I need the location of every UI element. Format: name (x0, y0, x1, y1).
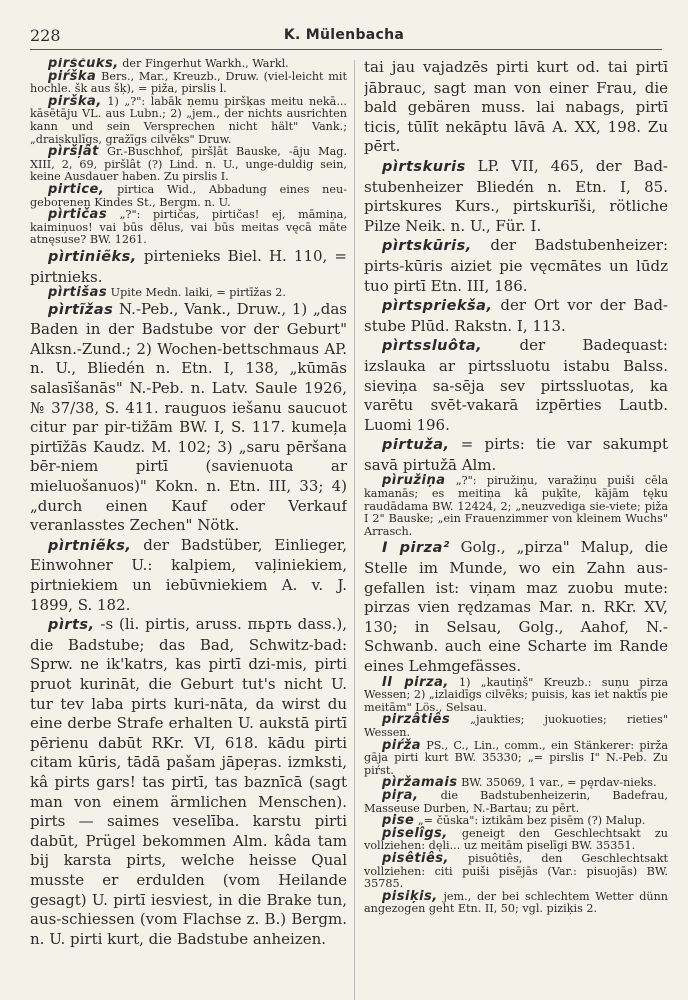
entry-headword: pirtice, (48, 181, 105, 197)
entry-headword: piŕška (48, 68, 97, 84)
entry-definition: der Badequast: izslauka ar pirtssluotu istabu Balss. sieviņa sa-sēja sev pirtssluotas, ka varētu svēt-vakarā izpērties Lautb. Luomi 196. (364, 336, 668, 434)
dictionary-entry (364, 296, 668, 336)
entry-definition: „?": piružiņu, varažiņu puiši cēla kamanās; es meitiņa kâ puķīte, kājām tęku raudādama BW. 12424, 2; „neuzvediga sie-viete; piža I 2" Bauske; „ein Frauenzimmer von kleinem Wuchs" Arrasch. (364, 474, 668, 538)
entry-headword: piŕža (382, 737, 422, 753)
dictionary-entry (364, 58, 668, 157)
dictionary-entry (364, 336, 668, 435)
entry-definition: Golg., „pirza" Malup, die Stelle im Munde, wo ein Zahn aus-gefallen ist: viņam maz zuobu mute: pirzas vien rędzamas Mar. n. RKr. XV, 130; in Selsau, Golg., Aahof, N.-Schwanb. auch eine Scharte im Rande eines Lehmgefässes. (364, 538, 668, 675)
entry-headword: I pirza² (382, 540, 450, 557)
entry-definition: N.-Peb., Vank., Druw., 1) „das Baden in der Badstube vor der Geburt" Alksn.-Zund.; 2) Wochen-bettschmaus AP. n. U., Bliedén n. Etn. I, 138, „kūmās salasīšanās" N.-Peb. n. Latv. Saule 1926, № 37/38, S. 411. rauguos iešanu saucuot citur par pir-tižām BW. I, S. 117. kumeļa pirtīžās Kaudz. M. 102; 3) „saru pēršana bēr-niem pirtī (savienuota ar mieluošanuos)" Kokn. n. Etn. III, 33; 4) „durch einen Kauf oder Verkauf veranlasstes Zechen" Nötk. (30, 299, 347, 535)
entry-headword: pìrtskuris (382, 158, 466, 175)
entry-headword: pirzâtiês (382, 712, 451, 728)
running-head: K. Mülenbacha (283, 27, 405, 43)
entry-headword: pirška, (48, 93, 102, 109)
dictionary-entry (30, 615, 347, 949)
dictionary-entry (30, 247, 347, 287)
entry-definition: 1) „?": labāk ņemu piršķas meitu nekā... kāsētāju VL. aus Lubn.; 2) „jem., der nichts ausrichten kann und sein Versprechen nicht hält" Vank.; „draiskulīgs, gražīgs cilvēks" Druw. (30, 94, 347, 146)
entry-headword: pisêtiês, (382, 850, 449, 866)
dictionary-entry (30, 536, 347, 615)
entry-headword: pìržamais (382, 775, 458, 791)
entry-headword: piŗa, (382, 787, 419, 803)
dictionary-entry (364, 714, 668, 739)
dictionary-entry (364, 435, 668, 475)
entry-headword: pìružiņa (382, 473, 446, 489)
dictionary-entry (364, 825, 668, 853)
dictionary-entry (364, 888, 668, 916)
entry-definition: Bers., Mar., Kreuzb., Druw. (viel-leicht mit hochle. šk aus šķ), = piža, pirslis l. (30, 69, 347, 96)
header-rule (30, 49, 662, 50)
entry-headword: pise (382, 813, 415, 829)
column-separator (354, 60, 355, 1000)
entry-definition: „= čūska": iztikām bez pisēm (?) Malup. (414, 814, 646, 828)
entry-definition: BW. 35069, 1 var., = pęrdav-nieks. (457, 776, 657, 790)
entry-headword: piselîgs, (382, 825, 448, 841)
entry-headword: pìrts, (48, 617, 95, 634)
entry-definition: Upite Medn. laiki, = pirtīžas 2. (107, 286, 286, 300)
dictionary-entry (364, 850, 668, 891)
entry-headword: pìrtĩžas (48, 301, 114, 318)
entry-definition: der Badstubenheizer: pirts-kūris aiziet pie vęcmātes un lūdz tuo pirtī Etn. III, 186. (364, 236, 668, 295)
dictionary-entry (30, 300, 347, 536)
dictionary-entry (364, 737, 668, 778)
entry-definition: PS., C., Lin., comm., ein Stänkerer: pirža gāja pirti kurt BW. 35330; „= pirslis I" N.-Peb. Zu piŕst. (364, 738, 668, 777)
entry-definition: Gr.-Buschhof, piršļāt Bauske, -āju Mag. XIII, 2, 69, piršlât (?) Lind. n. U., unge-duldig sein, keine Ausdauer haben. Zu pirslis I. (30, 145, 347, 184)
entry-headword: pìrtiniẽks, (48, 248, 137, 265)
dictionary-entry (364, 157, 668, 236)
dictionary-entry (364, 787, 668, 815)
entry-definition: pirtenieks Biel. H. 110, = pirtnieks. (30, 246, 347, 286)
entry-headword: pìrtssluôta, (382, 338, 483, 355)
entry-definition: pisuôtiês, den Geschlechtsakt vollziehen: citi puiši pisējās (Var.: pisuojās) BW. 35785. (364, 851, 668, 891)
entry-definition: tai jau vajadzēs pirti kurt od. tai pirtī jābrauc, sagt man von einer Frau, die bald gebären muss. lai nabags, pirtī ticis, tūlīt nekāptu lāvā A. XX, 198. Zu pērt. (364, 58, 668, 156)
entry-definition: -s (li. pirtis, aruss. пьрть dass.), die Badstube; das Bad, Schwitz-bad: Sprw. ne ik'katrs, kas pirtī dzi-mis, pirti pruot kurināt, die Geburt tut's nicht U. tur tev laba pirts kuri-nāta, da wirst du eine derbe Strafe erhalten U. aukstā pirtī pērienu dabūt RKr. VI, 618. kādu pirti citam kūris, tādā pašam jāpeŗas. izmksti, kâ pirts gars! tas pirtī, tas baznīcā (sagt man von einem ärmlichen Menschen). pirts — saimes veselība. karstu pirti dabūt, Prügel bekommen Alm. kâda tam bij karsta pirts, welche heisse Qual musste er erdulden (vom Heilande gesagt) U. pirtī iesviest, in die Brake tun, aus-schiessen (vom Flachse z. B.) Bergm. n. U. pirti kurt, die Badstube anheizen. (30, 615, 347, 948)
dictionary-entry (30, 68, 347, 96)
entry-headword: II pirza, (382, 674, 449, 690)
dictionary-entry (364, 674, 668, 715)
entry-definition: pirtica Wid., Abbadung eines neu-geborenen Kindes St., Bergm. n. U. (30, 182, 347, 209)
entry-headword: pìrtskūris, (382, 238, 472, 255)
entry-definition: = pirts: tie var sakumpt savā pirtužā Alm. (364, 435, 668, 474)
entry-definition: „?": pirtičas, pirtičas! ej, māmiņa, kaimiņuos! vai būs dēlus, vai būs meitas vęcā māte atnęsuse? BW. 1261. (30, 208, 347, 247)
entry-definition: der Fingerhut Warkh., Warkl. (118, 58, 289, 70)
dictionary-entry (30, 146, 347, 184)
entry-definition: geneigt den Geschlechtsakt zu vollziehen: dęli... uz meitām piselīgi BW. 35351. (364, 826, 668, 853)
entry-definition: jem., der bei schlechtem Wetter dünn angezogen geht Etn. II, 50; vgl. piziķis 2. (364, 889, 668, 916)
entry-headword: pisiķis, (382, 888, 438, 904)
dictionary-entry (30, 287, 347, 300)
page-number: 228 (30, 26, 61, 45)
entry-definition: „jaukties; juokuoties; rieties" Wessen. (364, 713, 668, 739)
right-column (364, 58, 668, 916)
entry-definition: die Badstubenheizerin, Badefrau, Masseuse Durben, N.-Bartau; zu pērt. (364, 788, 668, 815)
dictionary-entry (30, 209, 347, 247)
entry-definition: LP. VII, 465, der Bad-stubenheizer Bliedén n. Etn. I, 85. pirtskures Kurs., pirtskurīši, rötliche Pilze Neik. n. U., Für. I. (364, 156, 668, 235)
dictionary-entry (364, 475, 668, 538)
entry-definition: 1) „kautiņš" Kreuzb.: suņu pirza Wessen; 2) „izlaidīgs cilvēks; puisis, kas iet naktīs pie meitām" Lös., Selsau. (364, 675, 668, 714)
entry-definition: der Ort vor der Bad-stube Plūd. Rakstn. I, 113. (364, 296, 668, 335)
entry-headword: pìrtspriekša, (382, 298, 493, 315)
left-column (30, 58, 347, 949)
entry-headword: pirščuks, (48, 58, 119, 71)
entry-headword: pirtuža, (382, 437, 450, 454)
entry-definition: der Badstüber, Einlieger, Einwohner U.: kalpiem, vaļiniekiem, pirtniekiem un iebūvniekiem A. v. J. 1899, S. 182. (30, 535, 347, 614)
entry-headword: pìršļât (48, 144, 99, 160)
entry-headword: pìrtičas (48, 207, 108, 223)
dictionary-entry (30, 181, 347, 209)
entry-headword: pìrtniẽks, (48, 537, 132, 554)
dictionary-entry (364, 538, 668, 676)
dictionary-entry (364, 236, 668, 296)
dictionary-entry (30, 93, 347, 146)
entry-headword: pìrtišas (48, 285, 108, 301)
